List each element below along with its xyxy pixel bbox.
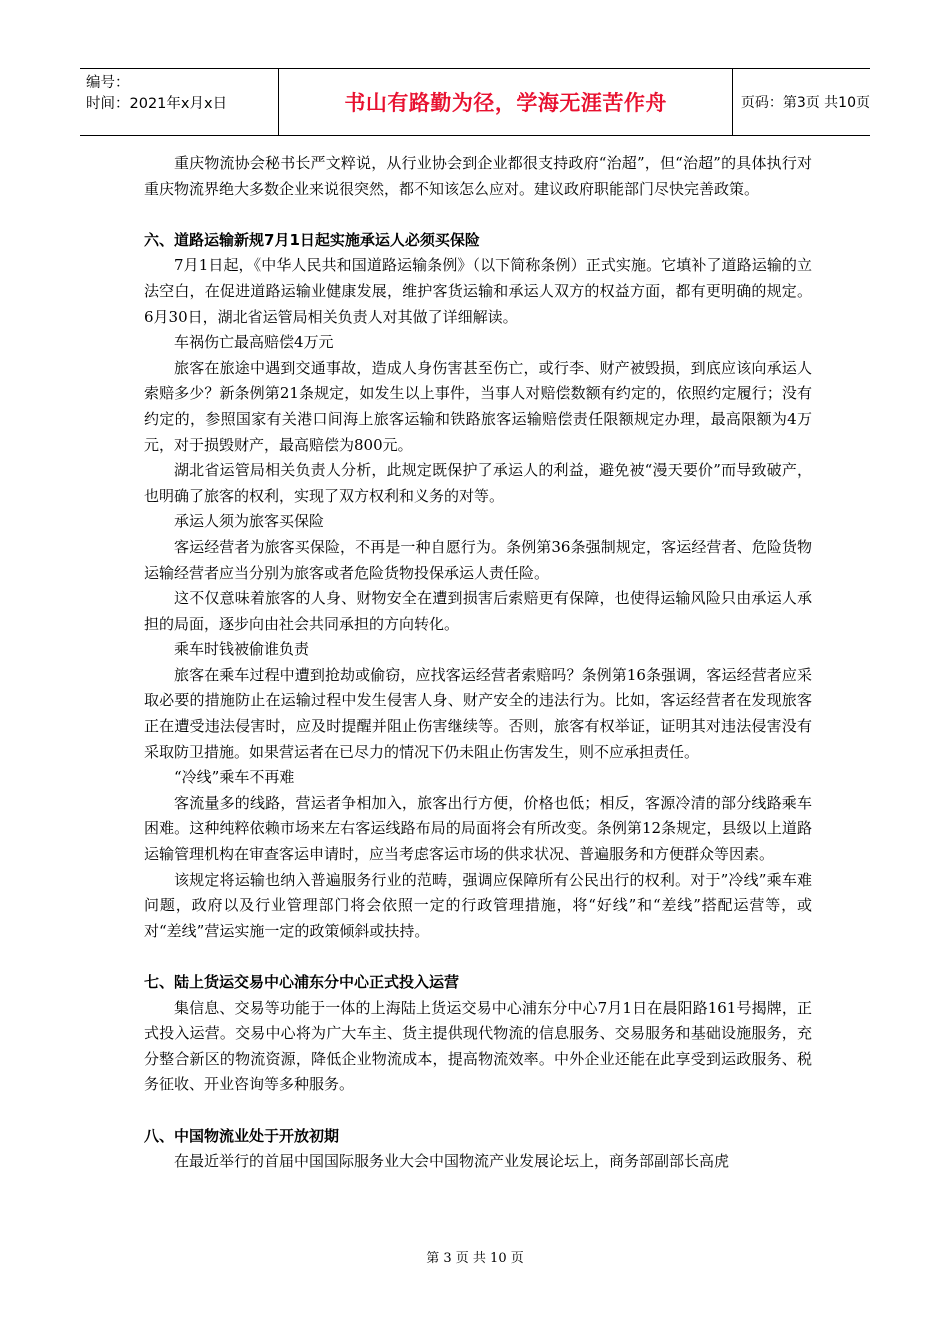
paragraph: 客流量多的线路，营运者争相加入，旅客出行方便，价格也低；相反，客源冷清的部分线路乘车困难。这种纯粹依赖市场来左右客运线路布局的局面将会有所改变。条例第12条规定，县级以上道路运输管理机构在审查客运申请时，应当考虑客运市场的供求状况、普遍服务和方便群众等因素。 [144, 793, 812, 864]
paragraph: 重庆物流协会秘书长严文粹说，从行业协会到企业都很支持政府“治超”，但“治超”的具体执行对重庆物流界绝大多数企业来说很突然，都不知该怎么应对。建议政府职能部门尽快完善政策。 [144, 154, 812, 198]
header-motto: 书山有路勤为径，学海无涯苦作舟 [279, 69, 732, 135]
section-spacer [144, 1098, 812, 1124]
paragraph: 集信息、交易等功能于一体的上海陆上货运交易中心浦东分中心7月1日在晨阳路161号揭牌，正式投入运营。交易中心将为广大车主、货主提供现代物流的信息服务、交易服务和基础设施服务，充分整合新区的物流资源，降低企业物流成本，提高物流效率。中外企业还能在此享受到运政服务、税务征收、开业咨询等多种服务。 [144, 998, 812, 1094]
page-footer: 第 3 页 共 10 页 [426, 1251, 524, 1266]
page-header [80, 68, 870, 136]
document-date-label: 时间：2021年x月x日 [86, 96, 228, 112]
section-heading-7: 七、陆上货运交易中心浦东分中心正式投入运营 [144, 973, 460, 991]
document-number-label: 编号： [86, 75, 130, 91]
subheading: 乘车时钱被偷谁负责 [174, 640, 310, 659]
section-heading-6: 六、道路运输新规7月1日起实施承运人必须买保险 [144, 230, 480, 249]
subheading: “冷线”乘车不再难 [174, 768, 295, 787]
paragraph: 该规定将运输也纳入普遍服务行业的范畴，强调应保障所有公民出行的权利。对于”冷线”乘车难问题，政府以及行业管理部门将会依照一定的行政管理措施，将“好线”和“差线”搭配运营等，或对“差线”营运实施一定的政策倾斜或扶持。 [144, 870, 812, 940]
section-spacer [144, 944, 812, 970]
section-spacer [144, 202, 812, 228]
paragraph: 客运经营者为旅客买保险，不再是一种自愿行为。条例第36条强制规定，客运经营者、危险货物运输经营者应当分别为旅客或者危险货物投保承运人责任险。 [144, 537, 812, 582]
paragraph: 旅客在乘车过程中遭到抢劫或偷窃，应找客运经营者索赔吗？条例第16条强调，客运经营者应采取必要的措施防止在运输过程中发生侵害人身、财产安全的违法行为。比如，客运经营者在发现旅客正在遭受违法侵害时，应及时提醒并阻止伤害继续等。否则，旅客有权举证，证明其对违法侵害没有采取防卫措施。如果营运者在已尽力的情况下仍未阻止伤害发生，则不应承担责任。 [144, 665, 812, 761]
paragraph: 湖北省运管局相关负责人分析，此规定既保护了承运人的利益，避免被“漫天要价”而导致破产，也明确了旅客的权利，实现了双方权利和义务的对等。 [144, 461, 812, 505]
document-body [144, 151, 812, 1175]
header-meta [80, 69, 279, 135]
paragraph: 这不仅意味着旅客的人身、财物安全在遭到损害后索赔更有保障，也使得运输风险只由承运人承担的局面，逐步向由社会共同承担的方向转化。 [144, 589, 812, 633]
subheading: 承运人须为旅客买保险 [174, 512, 325, 531]
section-heading-8: 八、中国物流业处于开放初期 [144, 1126, 340, 1145]
paragraph: 旅客在旅途中遇到交通事故，造成人身伤害甚至伤亡，或行李、财产被毁损，到底应该向承运人索赔多少？新条例第21条规定，如发生以上事件，当事人对赔偿数额有约定的，依照约定履行；没有约定的，参照国家有关港口间海上旅客运输和铁路旅客运输赔偿责任限额规定办理，最高限额为4万元，对于损毁财产，最高赔偿为800元。 [144, 358, 812, 454]
subheading: 车祸伤亡最高赔偿4万元 [174, 333, 334, 352]
paragraph: 7月1日起，《中华人民共和国道路运输条例》（以下简称条例）正式实施。它填补了道路运输的立法空白，在促进道路运输业健康发展，维护客货运输和承运人双方的权益方面，都有更明确的规定。6月30日，湖北省运管局相关负责人对其做了详细解读。 [144, 256, 812, 326]
header-page-indicator: 页码：第3页 共10页 [740, 95, 870, 111]
paragraph: 在最近举行的首届中国国际服务业大会中国物流产业发展论坛上，商务部副部长高虎 [174, 1152, 730, 1171]
